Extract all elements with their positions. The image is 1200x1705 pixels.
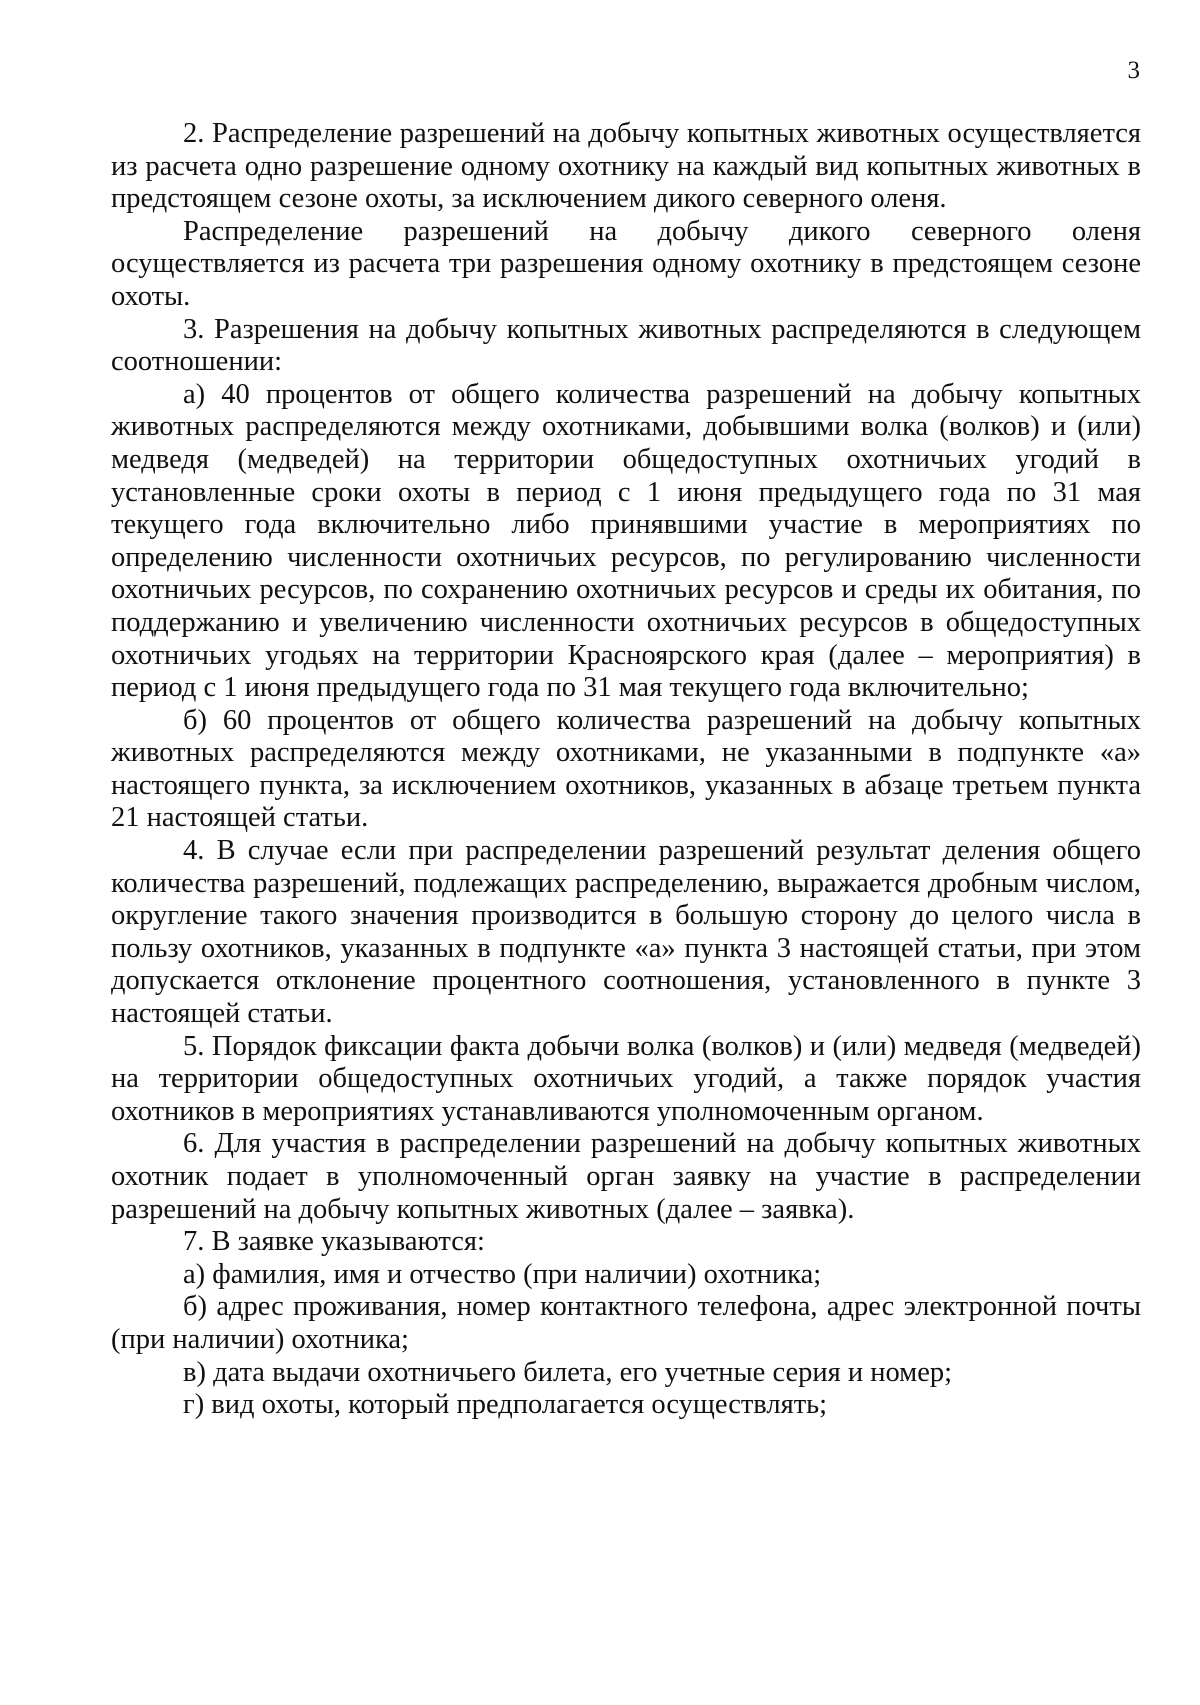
page-number: 3 xyxy=(1127,57,1140,84)
paragraph-2: 2. Распределение разрешений на добычу копытных животных осуществляется из расчета одно разрешение одному охотнику на каждый вид копытных животных в предстоящем сезоне охоты, за исключением дикого северного оленя. xyxy=(111,118,1141,215)
paragraph-5: 5. Порядок фиксации факта добычи волка (волков) и (или) медведя (медведей) на территории общедоступных охотничьих угодий, а также порядок участия охотников в мероприятиях устанавливаются уполномоченным органом. xyxy=(111,1030,1141,1127)
paragraph-3-b: б) 60 процентов от общего количества разрешений на добычу копытных животных распределяются между охотниками, не указанными в подпункте «а» настоящего пункта, за исключением охотников, указанных в абзаце третьем пункта 21 настоящей статьи. xyxy=(111,704,1141,834)
paragraph-3-a: а) 40 процентов от общего количества разрешений на добычу копытных животных распределяются между охотниками, добывшими волка (волков) и (или) медведя (медведей) на территории общедоступных охотничьих угодий в установленные сроки охоты в период с 1 июня предыдущего года по 31 мая текущего года включительно либо принявшими участие в мероприятиях по определению численности охотничьих ресурсов, по регулированию численности охотничьих ресурсов, по сохранению охотничьих ресурсов и среды их обитания, по поддержанию и увеличению численности охотничьих ресурсов в общедоступных охотничьих угодьях на территории Красноярского края (далее – мероприятия) в период с 1 июня предыдущего года по 31 мая текущего года включительно; xyxy=(111,378,1141,704)
document-body xyxy=(111,118,1141,1422)
paragraph-7-a: а) фамилия, имя и отчество (при наличии) охотника; xyxy=(183,1258,822,1290)
paragraph-7-v: в) дата выдачи охотничьего билета, его учетные серия и номер; xyxy=(183,1356,953,1388)
paragraph-3: 3. Разрешения на добычу копытных животных распределяются в следующем соотношении: xyxy=(111,313,1141,378)
paragraph-7-b: б) адрес проживания, номер контактного телефона, адрес электронной почты (при наличии) охотника; xyxy=(111,1291,1141,1355)
paragraph-7-g: г) вид охоты, который предполагается осуществлять; xyxy=(183,1389,828,1421)
paragraph-6: 6. Для участия в распределении разрешений на добычу копытных животных охотник подает в уполномоченный орган заявку на участие в распределении разрешений на добычу копытных животных (далее – заявка). xyxy=(111,1128,1141,1225)
paragraph-2-reindeer: Распределение разрешений на добычу дикого северного оленя осуществляется из расчета три разрешения одному охотнику в предстоящем сезоне охоты. xyxy=(111,215,1141,312)
paragraph-7: 7. В заявке указываются: xyxy=(183,1226,485,1258)
paragraph-4: 4. В случае если при распределении разрешений результат деления общего количества разрешений, подлежащих распределению, выражается дробным числом, округление такого значения производится в большую сторону до целого числа в пользу охотников, указанных в подпункте «а» пункта 3 настоящей статьи, при этом допускается отклонение процентного соотношения, установленного в пункте 3 настоящей статьи. xyxy=(111,835,1141,1030)
